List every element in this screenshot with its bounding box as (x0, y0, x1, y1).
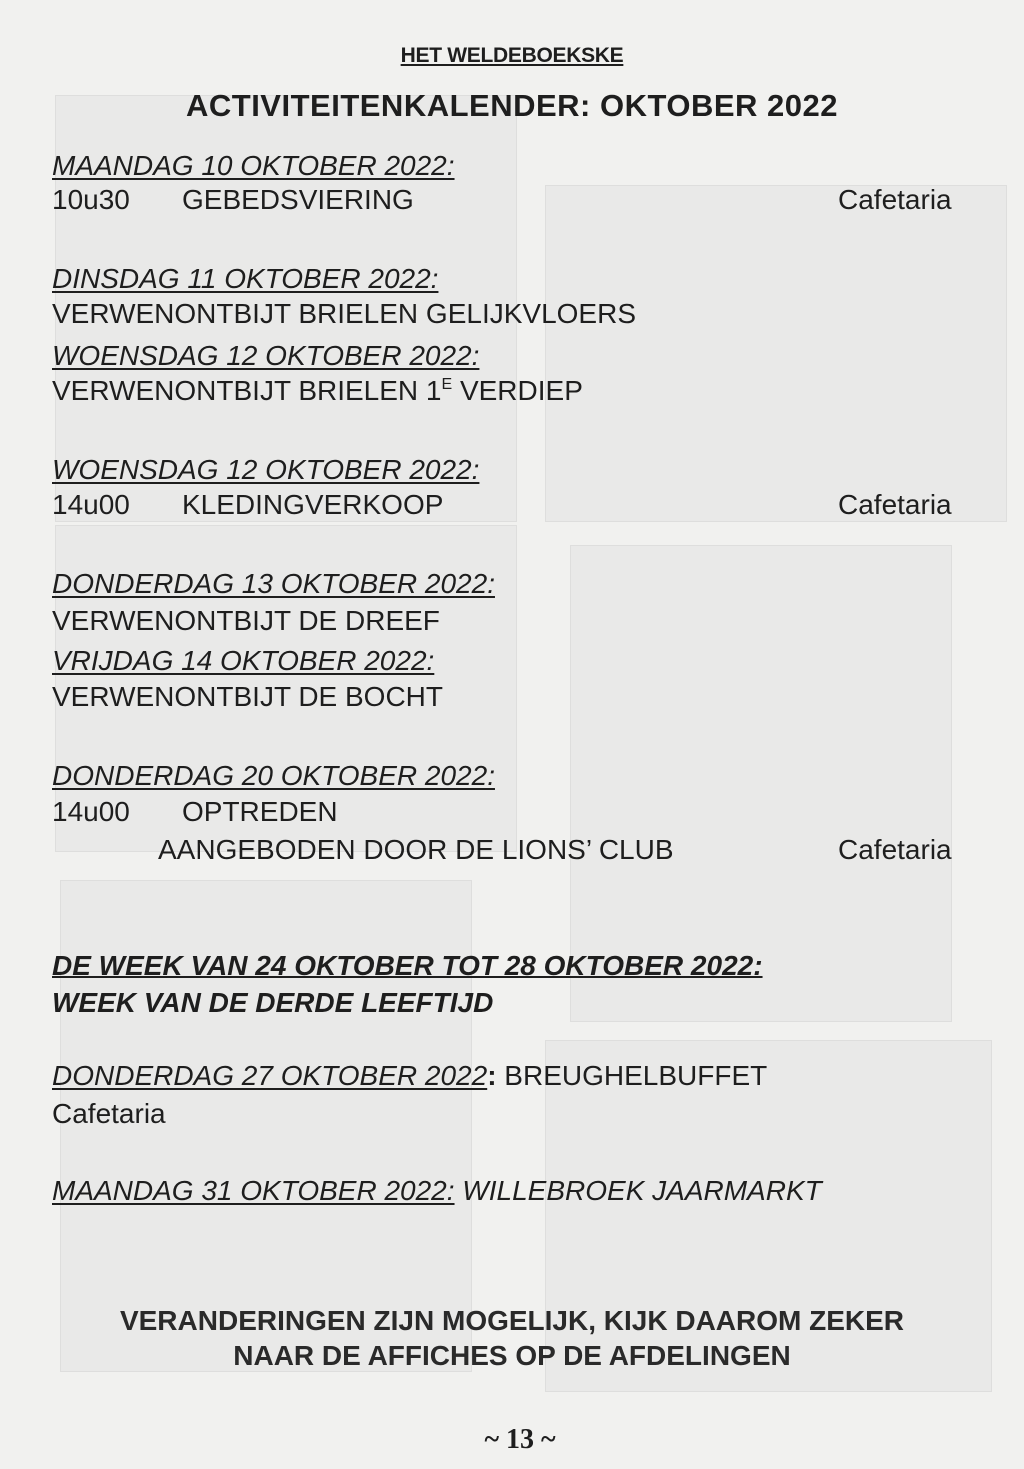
entry-date: DONDERDAG 20 OKTOBER 2022: (52, 760, 495, 791)
entry-activity: BREUGHELBUFFET (496, 1060, 768, 1091)
entry-date: DINSDAG 11 OKTOBER 2022: (52, 263, 439, 294)
entry-activity: OPTREDEN (182, 796, 338, 827)
page-title: ACTIVITEITENKALENDER: OKTOBER 2022 (185, 88, 838, 123)
entry-activity: GEBEDSVIERING (182, 184, 414, 215)
newsletter-header: HET WELDEBOEKSKE (400, 44, 624, 67)
entry-date: WOENSDAG 12 OKTOBER 2022: (52, 454, 480, 485)
entry-date: DONDERDAG 13 OKTOBER 2022: (52, 568, 495, 599)
entry-activity: VERWENONTBIJT DE BOCHT (52, 681, 444, 712)
entry-activity: WILLEBROEK JAARMARKT (454, 1175, 822, 1206)
entry-location: Cafetaria (838, 489, 952, 520)
entry-time: 10u30 (52, 184, 130, 215)
entry-line (52, 489, 443, 521)
entry-location: Cafetaria (838, 184, 952, 215)
entry-activity: VERWENONTBIJT BRIELEN GELIJKVLOERS (52, 298, 637, 329)
page-number: ~ 13 ~ (484, 1424, 556, 1455)
entry-activity: KLEDINGVERKOOP (182, 489, 444, 520)
entry-date: MAANDAG 10 OKTOBER 2022: (52, 150, 455, 181)
entry-line (52, 1175, 822, 1207)
entry-location: Cafetaria (838, 834, 952, 865)
entry-line (52, 796, 338, 828)
entry-date: WOENSDAG 12 OKTOBER 2022: (52, 340, 480, 371)
entry-time: 14u00 (52, 489, 130, 520)
entry-line (52, 1060, 767, 1092)
entry-date-colon: : (487, 1060, 497, 1091)
entry-activity-main: VERWENONTBIJT BRIELEN 1 (52, 375, 442, 406)
entry-activity-rest: VERDIEP (452, 375, 583, 406)
week-heading-line1: DE WEEK VAN 24 OKTOBER TOT 28 OKTOBER 2022: (52, 950, 763, 981)
entry-date: DONDERDAG 27 OKTOBER 2022 (52, 1060, 488, 1091)
week-heading (52, 950, 763, 982)
entry-date: VRIJDAG 14 OKTOBER 2022: (52, 645, 435, 676)
entry-line (52, 184, 414, 216)
week-subheading: WEEK VAN DE DERDE LEEFTIJD (52, 987, 494, 1018)
entry-activity-superscript: E (441, 376, 453, 393)
entry-activity (52, 375, 583, 407)
notice-line2: NAAR DE AFFICHES OP DE AFDELINGEN (233, 1340, 791, 1371)
entry-date: MAANDAG 31 OKTOBER 2022: (52, 1175, 455, 1206)
background-photo (545, 185, 1007, 522)
entry-location: Cafetaria (52, 1098, 166, 1129)
entry-activity: VERWENONTBIJT DE DREEF (52, 605, 440, 636)
entry-time: 14u00 (52, 796, 130, 827)
notice-line1: VERANDERINGEN ZIJN MOGELIJK, KIJK DAAROM ZEKER (119, 1305, 905, 1336)
entry-activity-line2: AANGEBODEN DOOR DE LIONS’ CLUB (158, 834, 674, 865)
